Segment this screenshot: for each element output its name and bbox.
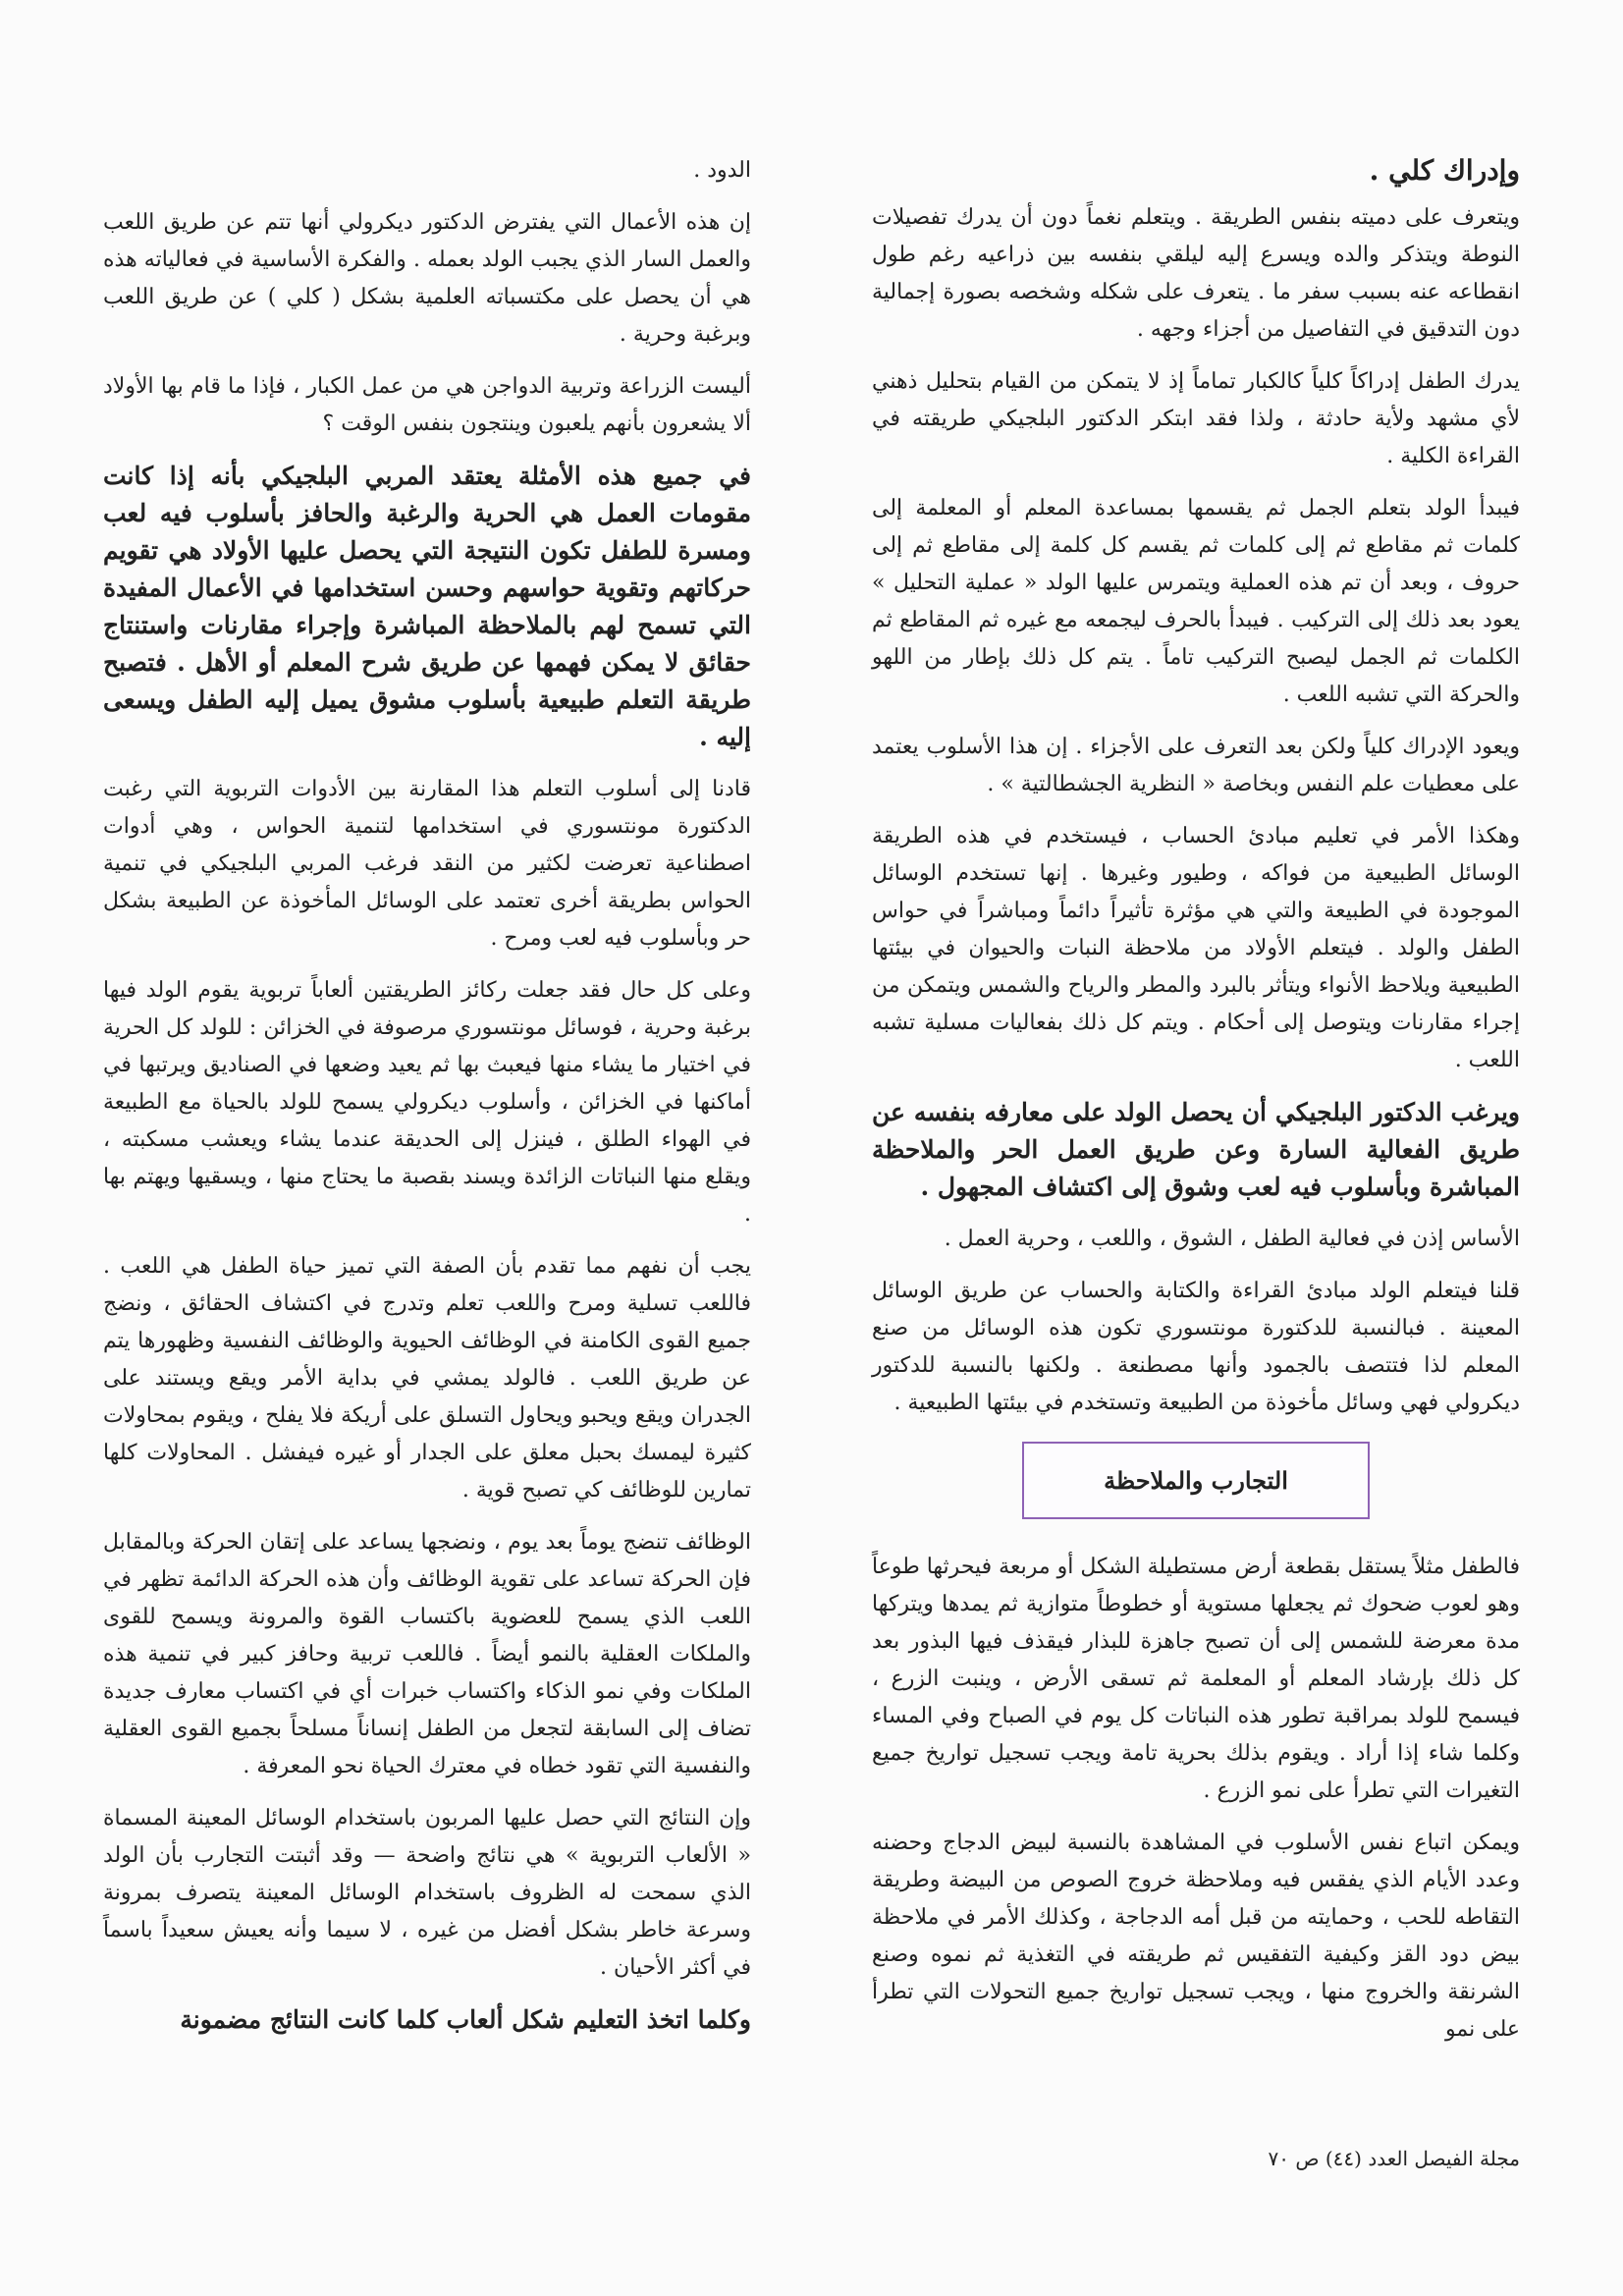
- right-p3: فيبدأ الولد بتعلم الجمل ثم يقسمها بمساعدة المعلم أو المعلمة إلى كلمات ثم مقاطع ثم إلى كلمات ثم يقسم كل كلمة إلى مقاطع ثم إلى حروف ، وبعد أن تم هذه العملية ويتمرس عليها الولد « عملية التحليل » يعود بعد ذلك إلى التركيب . فيبدأ بالحرف ليجمعه مع غيره ثم المقاطع ثم الكلمات ثم الجمل ليصبح التركيب تاماً . يتم كل ذلك بإطار من اللهو والحركة التي تشبه اللعب .: [872, 496, 1520, 707]
- right-p9: فالطفل مثلاً يستقل بقطعة أرض مستطيلة الشكل أو مربعة فيحرثها طوعاً وهو لعوب ضحوك ثم يجعلها مستوية أو خطوطاً متوازية ثم يمدها ويتركها مدة معرضة للشمس إلى أن تصبح جاهزة للبذار فيقذف فيها البذور بعد كل ذلك بإرشاد المعلم أو المعلمة ثم تسقى الأرض ، وينبت الزرع ، فيسمح للولد بمراقبة تطور هذه النباتات كل يوم في الصباح وفي المساء وكلما شاء إذا أراد . ويقوم بذلك بحرية تامة ويجب تسجيل تواريخ جميع التغيرات التي تطرأ على نمو الزرع .: [872, 1555, 1520, 1803]
- right-p6: ويرغب الدكتور البلجيكي أن يحصل الولد على معارفه بنفسه عن طريق الفعالية السارة وعن طريق العمل الحر والملاحظة المباشرة وبأسلوب فيه لعب وشوق إلى اكتشاف المجهول .: [872, 1098, 1520, 1201]
- right-p2: يدرك الطفل إدراكاً كلياً كالكبار تماماً إذ لا يتمكن من القيام بتحليل ذهني لأي مشهد ولأية حادثة ، ولذا فقد ابتكر الدكتور البلجيكي طريقته في القراءة الكلية .: [872, 369, 1520, 468]
- left-column: [103, 152, 751, 2053]
- right-column: [872, 152, 1520, 2063]
- left-p7: يجب أن نفهم مما تقدم بأن الصفة التي تميز حياة الطفل هي اللعب . فاللعب تسلية ومرح واللعب تعلم وتدرج في اكتشاف الحقائق ، ونضج جميع القوى الكامنة في الوظائف الحيوية والوظائف النفسية وظهورها يتم عن طريق اللعب . فالولد يمشي في بداية الأمر ويقع ويستند على الجدران ويقع ويحبو ويحاول التسلق على أريكة فلا يفلح ، ويقوم بمحاولات كثيرة ليمسك بحبل معلق على الجدار أو غيره فيفشل . المحاولات كلها تمارين للوظائف كي تصبح قوية .: [103, 1254, 751, 1503]
- right-p8: قلنا فيتعلم الولد مبادئ القراءة والكتابة والحساب عن طريق الوسائل المعينة . فبالنسبة للدكتورة مونتسوري تكون هذه الوسائل من صنع المعلم لذا فتتصف بالجمود وأنها مصطنعة . ولكنها بالنسبة للدكتور ديكرولي فهي وسائل مأخوذة من الطبيعة وتستخدم في بيئتها الطبيعية .: [872, 1279, 1520, 1415]
- right-p1: ويتعرف على دميته بنفس الطريقة . ويتعلم نغماً دون أن يدرك تفصيلات النوطة ويتذكر والده ويسرع إليه ليلقي بنفسه بين ذراعيه رغم طول انقطاعه عنه بسبب سفر ما . يتعرف على شكله وشخصه بصورة إجمالية دون التدقيق في التفاصيل من أجزاء وجهه .: [872, 205, 1520, 342]
- left-p2: إن هذه الأعمال التي يفترض الدكتور ديكرولي أنها تتم عن طريق اللعب والعمل السار الذي يجبب الولد بعمله . والفكرة الأساسية في فعالياته هذه هي أن يحصل على مكتسباته العلمية بشكل ( كلي ) عن طريق اللعب وبرغبة وحرية .: [103, 210, 751, 347]
- right-p4: ويعود الإدراك كلياً ولكن بعد التعرف على الأجزاء . إن هذا الأسلوب يعتمد على معطيات علم النفس وبخاصة « النظرية الجشطالتية » .: [872, 735, 1520, 796]
- section-title-box: التجارب والملاحظة: [1022, 1442, 1370, 1519]
- right-p10: ويمكن اتباع نفس الأسلوب في المشاهدة بالنسبة لبيض الدجاج وحضنه وعدد الأيام الذي يفقس فيه وملاحظة خروج الصوص من البيضة وطريقة التقاطه للحب ، وحمايته من قبل أمه الدجاجة ، وكذلك الأمر في ملاحظة بيض دود القز وكيفية التفقيس ثم طريقته في التغذية ثم نموه وصنع الشرنقة والخروج منها ، ويجب تسجيل تواريخ جميع التحولات التي تطرأ على نمو: [872, 1831, 1520, 2042]
- left-p6: وعلى كل حال فقد جعلت ركائز الطريقتين ألعاباً تربوية يقوم الولد فيها برغبة وحرية ، فوسائل مونتسوري مرصوفة في الخزائن : للولد كل الحرية في اختيار ما يشاء منها فيعبث بها ثم يعيد وضعها في الصناديق ويرتبها في أماكنها في الخزائن ، وأسلوب ديكرولي يسمح للولد بالحياة مع الطبيعة في الهواء الطلق ، فينزل إلى الحديقة عندما يشاء ويعشب مسكبته ، ويقلع منها النباتات الزائدة ويسند بقصبة ما يحتاج منها ، ويسقيها ويهتم بها .: [103, 978, 751, 1227]
- left-p4: في جميع هذه الأمثلة يعتقد المربي البلجيكي بأنه إذا كانت مقومات العمل هي الحرية والرغبة والحافز بأسلوب فيه لعب ومسرة للطفل تكون النتيجة التي يحصل عليها الأولاد هي تقويم حركاتهم وتقوية حواسهم وحسن استخدامها في الأعمال المفيدة التي تسمح لهم بالملاحظة المباشرة وإجراء مقارنات واستنتاج حقائق لا يمكن فهمها عن طريق شرح المعلم أو الأهل . فتصبح طريقة التعلم طبيعية بأسلوب مشوق يميل إليه الطفل ويسعى إليه .: [103, 462, 751, 751]
- left-p5: قادنا إلى أسلوب التعلم هذا المقارنة بين الأدوات التربوية التي رغبت الدكتورة مونتسوري في استخدامها لتنمية الحواس ، وهي أدوات اصطناعية تعرضت لكثير من النقد فرغب المربي البلجيكي في تنمية الحواس بطريقة أخرى تعتمد على الوسائل المأخوذة عن الطبيعة بشكل حر وبأسلوب فيه لعب ومرح .: [103, 777, 751, 951]
- page-footer: مجلة الفيصل العدد (٤٤) ص ٧٠: [1268, 2147, 1520, 2170]
- left-p3: أليست الزراعة وتربية الدواجن هي من عمل الكبار ، فإذا ما قام بها الأولاد ألا يشعرون بأنهم يلعبون وينتجون بنفس الوقت ؟: [103, 374, 751, 436]
- left-p10: وكلما اتخذ التعليم شكل ألعاب كلما كانت النتائج مضمونة: [180, 2005, 751, 2034]
- right-p5: وهكذا الأمر في تعليم مبادئ الحساب ، فيستخدم في هذه الطريقة الوسائل الطبيعية من فواكه ، وطيور وغيرها . إنها تستخدم الوسائل الموجودة في الطبيعة والتي هي مؤثرة تأثيراً دائماً ومباشراً في حواس الطفل والولد . فيتعلم الأولاد من ملاحظة النبات والحيوان في بيئتها الطبيعية ويلاحظ الأنواء ويتأثر بالبرد والمطر والرياح والشمس ويتمكن من إجراء مقارنات ويتوصل إلى أحكام . ويتم كل ذلك بفعاليات مسلية تشبه اللعب .: [872, 824, 1520, 1072]
- left-p8: الوظائف تنضج يوماً بعد يوم ، ونضجها يساعد على إتقان الحركة وبالمقابل فإن الحركة تساعد على تقوية الوظائف وأن هذه الحركة الدائمة تظهر في اللعب الذي يسمح للعضوية باكتساب القوة والمرونة ويسمح للقوى والملكات العقلية بالنمو أيضاً . فاللعب تربية وحافز كبير في تنمية هذه الملكات وفي نمو الذكاء واكتساب خبرات أي في اكتساب معارف جديدة تضاف إلى السابقة لتجعل من الطفل إنساناً مسلحاً بجميع القوى العقلية والنفسية التي تقود خطاه في معترك الحياة نحو المعرفة .: [103, 1530, 751, 1778]
- left-p1: الدود .: [693, 158, 751, 183]
- left-p9: وإن النتائج التي حصل عليها المربون باستخدام الوسائل المعينة المسماة « الألعاب التربوية » هي نتائج واضحة — وقد أثبتت التجارب بأن الولد الذي سمحت له الظروف باستخدام الوسائل المعينة يتصرف بمرونة وسرعة خاطر بشكل أفضل من غيره ، لا سيما وأنه يعيش سعيداً باسماً في أكثر الأحيان .: [103, 1806, 751, 1980]
- right-heading: وإدراك كلي .: [1369, 154, 1520, 187]
- right-p7: الأساس إذن في فعالية الطفل ، الشوق ، واللعب ، وحرية العمل .: [944, 1227, 1520, 1251]
